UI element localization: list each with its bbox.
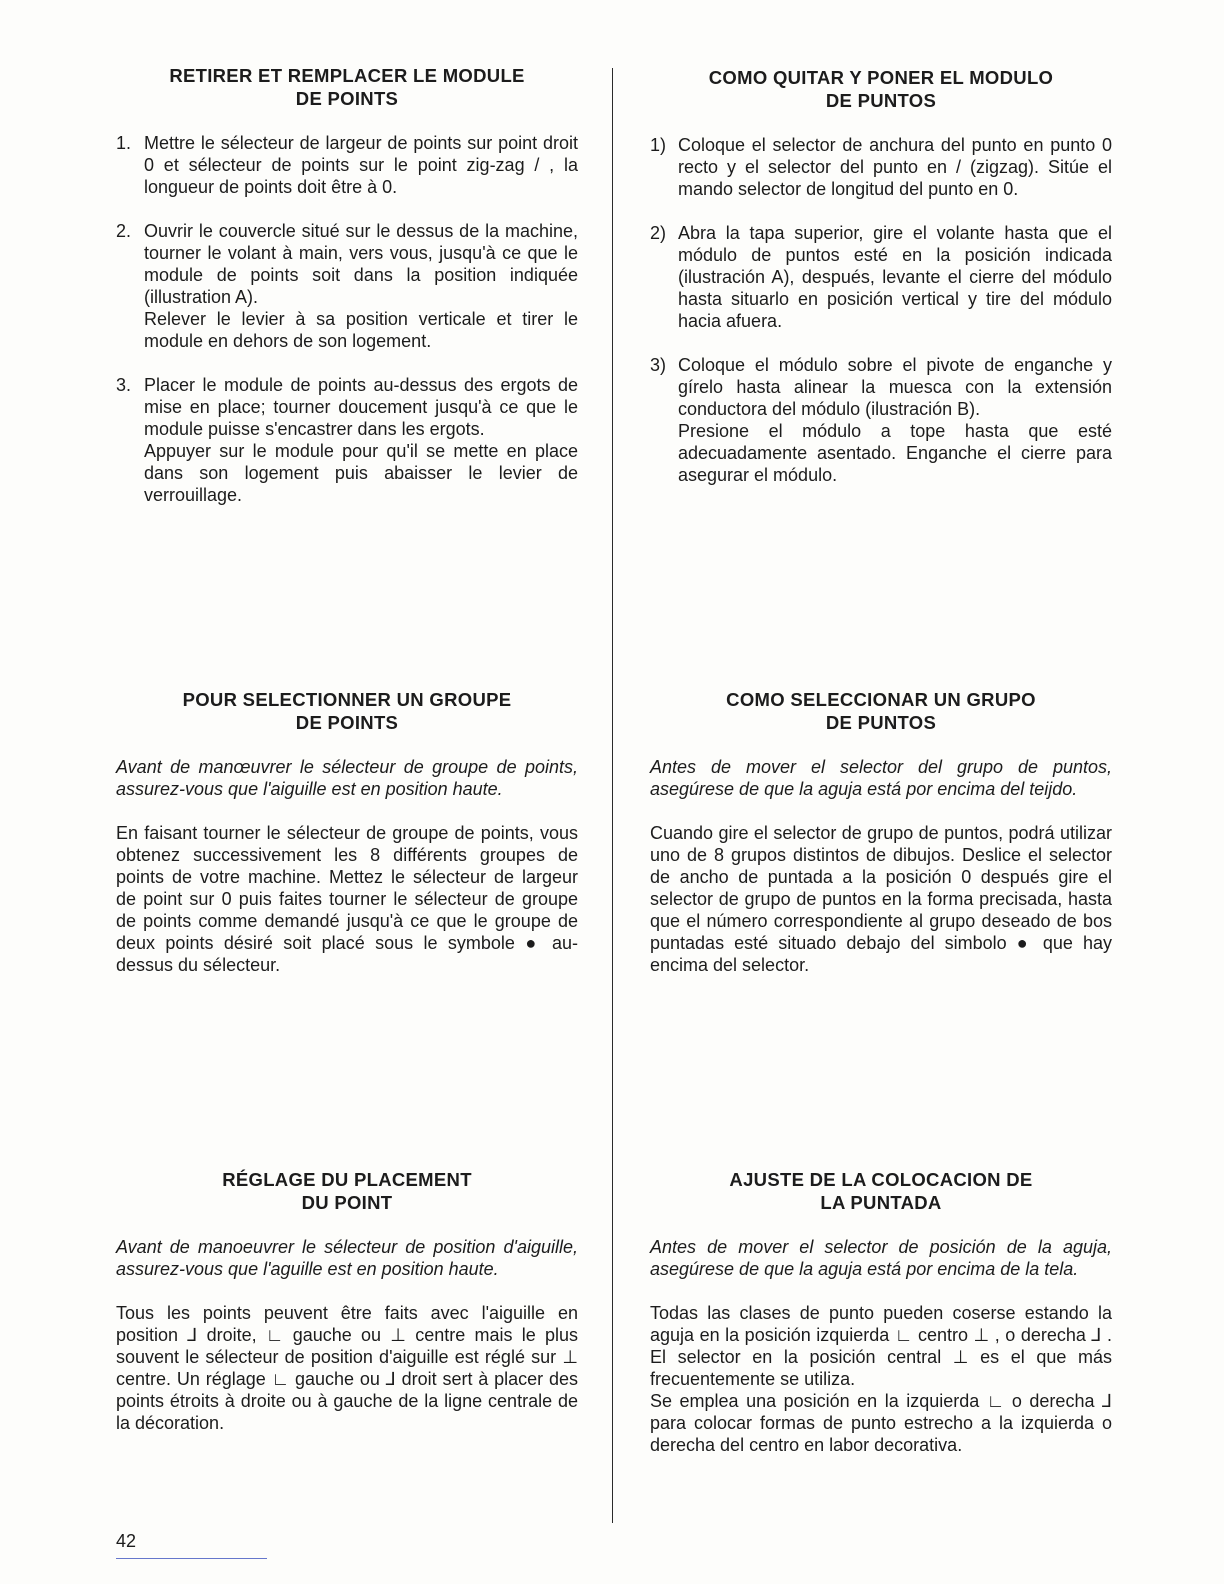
- section-quitar-modulo: [650, 66, 1112, 508]
- step-item: 1. Mettre le sélecteur de largeur de points sur point droit 0 et sélecteur de points sur le point zig-zag / , la longueur de points doit être à 0.: [116, 133, 578, 197]
- section-selectionner-groupe: [116, 688, 578, 976]
- steps-list: [116, 132, 578, 506]
- heading-seleccionar-grupo: COMO SELECCIONAR UN GRUPO DE PUNTOS: [726, 689, 1036, 733]
- step-item: 3. Placer le module de points au-dessus des ergots de mise en place; tourner doucement jusqu'à ce que le module puisse s'encastrer dans les ergots. Appuyer sur le module pour qu'il se mette en place dans son logement puis abaisser le levier de verrouillage.: [116, 375, 578, 505]
- body-paragraph: En faisant tourner le sélecteur de groupe de points, vous obtenez successivement les 8 différents groupes de points de votre machine. Mettez le sélecteur de largeur de point sur 0 puis faites tourner le sélecteur de groupe de points comme demandé jusqu'à ce que le groupe de deux points désiré soit placé sous le symbole ● au-dessus du sélecteur.: [116, 823, 578, 975]
- step-item: 2. Ouvrir le couvercle situé sur le dessus de la machine, tourner le volant à main, vers vous, jusqu'à ce que le module de points soit dans la position indiquée (illustration A). Relever le levier à sa position verticale et tirer le module en dehors de son logement.: [116, 221, 578, 351]
- heading-reglage-placement: RÉGLAGE DU PLACEMENT DU POINT: [222, 1169, 472, 1213]
- section-seleccionar-grupo: [650, 688, 1112, 976]
- section-retirer-module: [116, 64, 578, 528]
- footer-rule: [116, 1558, 267, 1559]
- italic-note: Avant de manœuvrer le sélecteur de groupe de points, assurez-vous que l'aiguille est en position haute.: [116, 757, 578, 799]
- heading-selectionner-groupe: POUR SELECTIONNER UN GROUPE DE POINTS: [182, 689, 512, 733]
- body-paragraph: Cuando gire el selector de grupo de puntos, podrá utilizar uno de 8 grupos distintos de dibujos. Deslice el selector de ancho de puntada a la posición 0 después gire el selector de grupo de puntos en la forma precisada, hasta que el número correspondiente al grupo deseado de bos puntadas esté situado debajo del simbolo ● que hay encima del selector.: [650, 823, 1112, 975]
- heading-ajuste-colocacion: AJUSTE DE LA COLOCACION DE LA PUNTADA: [729, 1169, 1033, 1213]
- step-item: 3) Coloque el módulo sobre el pivote de enganche y gírelo hasta alinear la muesca con la extensión conductora del módulo (ilustración B). Presione el módulo a tope hasta que esté adecuadamente asentado. Enganche el cierre para asegurar el módulo.: [650, 355, 1112, 485]
- page-number: 42: [116, 1531, 137, 1551]
- section-ajuste-colocacion: [650, 1168, 1112, 1456]
- step-item: 2) Abra la tapa superior, gire el volante hasta que el módulo de puntos esté en la posición indicada (ilustración A), después, levante el cierre del módulo hasta situarlo en posición vertical y tire del módulo hacia afuera.: [650, 223, 1112, 331]
- italic-note: Avant de manoeuvrer le sélecteur de position d'aiguille, assurez-vous que l'aguille est en position haute.: [116, 1237, 578, 1279]
- heading-quitar-modulo: COMO QUITAR Y PONER EL MODULO DE PUNTOS: [708, 67, 1054, 111]
- italic-note: Antes de mover el selector de posición de la aguja, asegúrese de que la aguja está por encima de la tela.: [650, 1237, 1112, 1279]
- body-paragraph: Tous les points peuvent être faits avec l'aiguille en position ⅃ droite, ∟ gauche ou ⊥ centre mais le plus souvent le sélecteur de position d'aiguille est réglé sur ⊥ centre. Un réglage ∟ gauche ou ⅃ droit sert à placer des points étroits à droite ou à gauche de la ligne centrale de la décoration.: [116, 1303, 578, 1433]
- steps-list: [650, 134, 1112, 486]
- step-item: 1) Coloque el selector de anchura del punto en punto 0 recto y el selector del punto en / (zigzag). Sitúe el mando selector de longitud del punto en 0.: [650, 135, 1112, 199]
- heading-retirer-module: RETIRER ET REMPLACER LE MODULE DE POINTS: [169, 65, 525, 109]
- column-divider: [612, 68, 613, 1523]
- italic-note: Antes de mover el selector del grupo de puntos, asegúrese de que la aguja está por encima del teijdo.: [650, 757, 1112, 799]
- section-reglage-placement: [116, 1168, 578, 1434]
- body-paragraph: Se emplea una posición en la izquierda ∟ o derecha ⅃ para colocar formas de punto estrecho a la izquierda o derecha del centro en labor decorativa.: [650, 1391, 1112, 1455]
- body-paragraph: Todas las clases de punto pueden coserse estando la aguja en la posición izquierda ∟ centro ⊥ , o derecha ⅃ . El selector en la posición central ⊥ es el que más frecuentemente se utiliza.: [650, 1303, 1112, 1389]
